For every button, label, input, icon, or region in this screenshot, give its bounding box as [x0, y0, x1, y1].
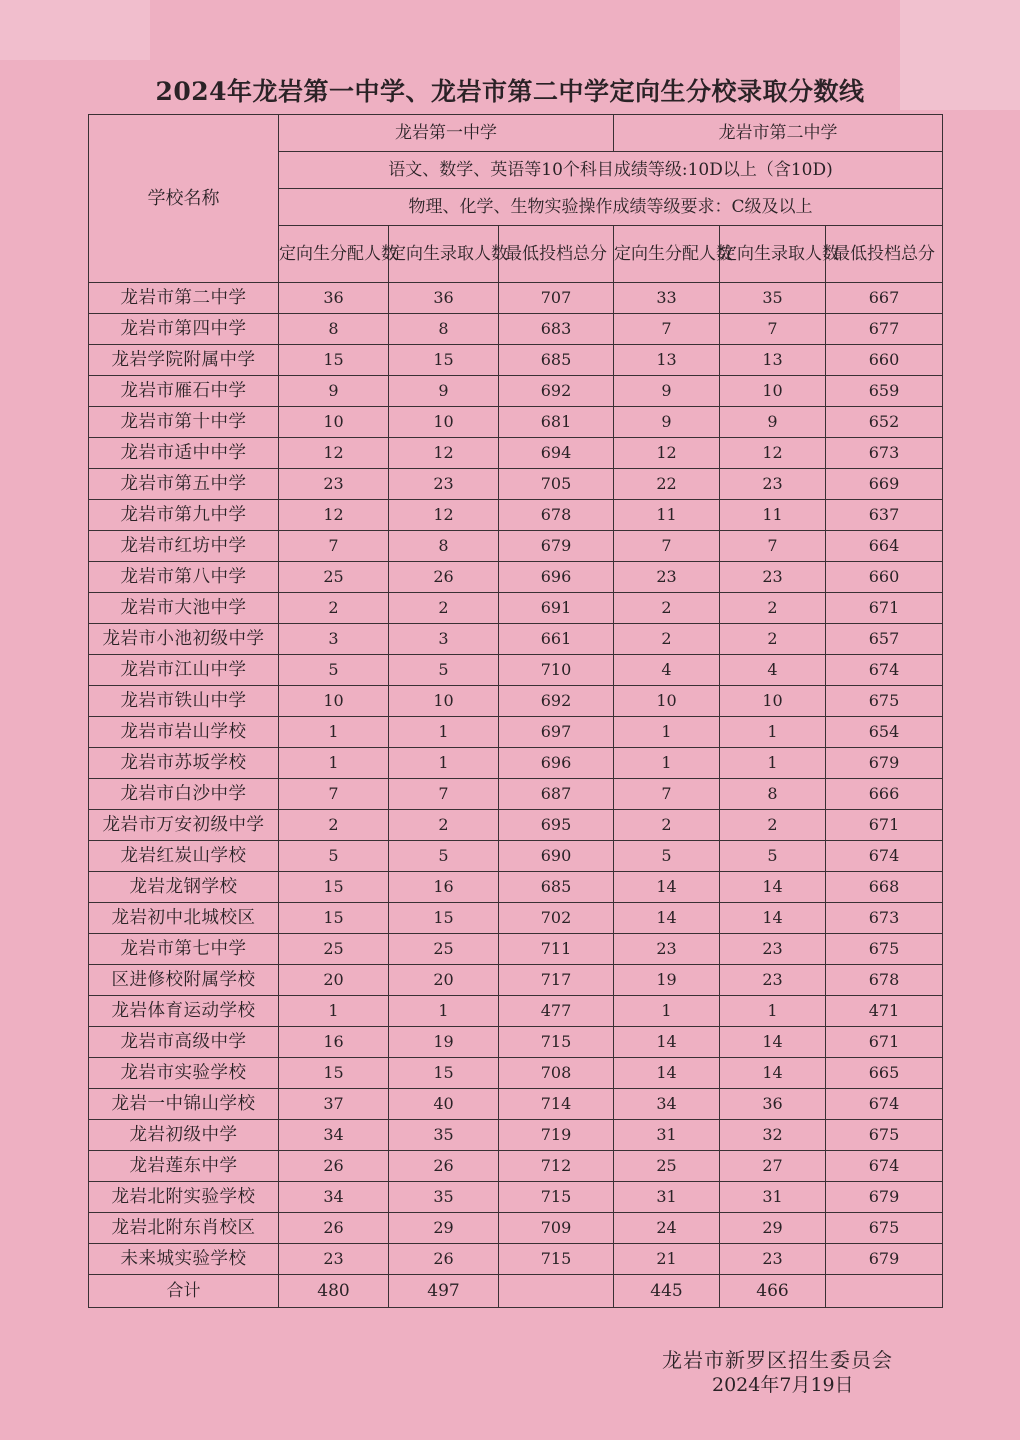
- b-assigned-cell: 33: [614, 283, 720, 314]
- issue-date: 2024年7月19日: [712, 1374, 854, 1396]
- b-assigned-cell: 7: [614, 531, 720, 562]
- b-assigned-cell: 1: [614, 717, 720, 748]
- a-min-score-cell: 690: [499, 841, 614, 872]
- a-assigned-cell: 12: [279, 438, 389, 469]
- a-min-score-cell: 705: [499, 469, 614, 500]
- a-assigned-cell: 25: [279, 934, 389, 965]
- table-row: [89, 841, 943, 872]
- school-name-cell: 龙岩市第十中学: [89, 407, 279, 438]
- b-min-score-cell: 674: [826, 841, 943, 872]
- a-assigned-cell: 7: [279, 779, 389, 810]
- school-name-cell: 龙岩市江山中学: [89, 655, 279, 686]
- b-min-score-cell: 674: [826, 1089, 943, 1120]
- total-a-admitted-cell: 497: [389, 1275, 499, 1308]
- b-admitted-cell: 23: [720, 1244, 826, 1275]
- b-assigned-cell: 1: [614, 996, 720, 1027]
- school-name-cell: 龙岩市大池中学: [89, 593, 279, 624]
- a-assigned-cell: 15: [279, 872, 389, 903]
- b-min-score-cell: 679: [826, 1182, 943, 1213]
- table-row: [89, 655, 943, 686]
- b-admitted-cell: 2: [720, 624, 826, 655]
- a-min-score-cell: 694: [499, 438, 614, 469]
- a-admitted-cell: 1: [389, 748, 499, 779]
- b-min-score-cell: 673: [826, 438, 943, 469]
- a-min-score-cell: 717: [499, 965, 614, 996]
- a-admitted-cell: 15: [389, 903, 499, 934]
- school-name-cell: 龙岩市第五中学: [89, 469, 279, 500]
- a-min-score-cell: 678: [499, 500, 614, 531]
- b-assigned-cell: 4: [614, 655, 720, 686]
- a-admitted-cell: 12: [389, 438, 499, 469]
- a-assigned-cell: 1: [279, 996, 389, 1027]
- b-admitted-cell: 36: [720, 1089, 826, 1120]
- col-header-min-score: 最低投档总分: [499, 226, 614, 283]
- a-min-score-cell: 710: [499, 655, 614, 686]
- a-admitted-cell: 19: [389, 1027, 499, 1058]
- a-min-score-cell: 683: [499, 314, 614, 345]
- a-admitted-cell: 40: [389, 1089, 499, 1120]
- b-assigned-cell: 34: [614, 1089, 720, 1120]
- b-assigned-cell: 25: [614, 1151, 720, 1182]
- table-row: [89, 593, 943, 624]
- b-admitted-cell: 23: [720, 965, 826, 996]
- a-admitted-cell: 15: [389, 1058, 499, 1089]
- b-assigned-cell: 21: [614, 1244, 720, 1275]
- col-header-assigned: 定向生分配人数: [279, 226, 389, 283]
- a-admitted-cell: 25: [389, 934, 499, 965]
- a-assigned-cell: 1: [279, 717, 389, 748]
- a-admitted-cell: 29: [389, 1213, 499, 1244]
- school-name-header: 学校名称: [89, 115, 279, 283]
- table-row: [89, 500, 943, 531]
- table-row: [89, 314, 943, 345]
- a-admitted-cell: 1: [389, 996, 499, 1027]
- b-assigned-cell: 31: [614, 1120, 720, 1151]
- a-assigned-cell: 15: [279, 1058, 389, 1089]
- b-admitted-cell: 11: [720, 500, 826, 531]
- b-min-score-cell: 667: [826, 283, 943, 314]
- b-admitted-cell: 32: [720, 1120, 826, 1151]
- b-min-score-cell: 660: [826, 562, 943, 593]
- a-assigned-cell: 3: [279, 624, 389, 655]
- b-assigned-cell: 13: [614, 345, 720, 376]
- b-min-score-cell: 471: [826, 996, 943, 1027]
- a-min-score-cell: 692: [499, 376, 614, 407]
- school-name-cell: 龙岩一中锦山学校: [89, 1089, 279, 1120]
- school-b-header: 龙岩市第二中学: [614, 115, 943, 152]
- school-name-cell: 龙岩市第八中学: [89, 562, 279, 593]
- b-min-score-cell: 665: [826, 1058, 943, 1089]
- school-name-cell: 龙岩市第九中学: [89, 500, 279, 531]
- a-admitted-cell: 20: [389, 965, 499, 996]
- table-row: [89, 717, 943, 748]
- table-row: [89, 686, 943, 717]
- b-admitted-cell: 35: [720, 283, 826, 314]
- b-assigned-cell: 11: [614, 500, 720, 531]
- a-min-score-cell: 719: [499, 1120, 614, 1151]
- requirement-lab: 物理、化学、生物实验操作成绩等级要求：C级及以上: [279, 189, 943, 226]
- school-name-cell: 龙岩市第四中学: [89, 314, 279, 345]
- b-min-score-cell: 674: [826, 655, 943, 686]
- a-admitted-cell: 7: [389, 779, 499, 810]
- school-name-cell: 龙岩市万安初级中学: [89, 810, 279, 841]
- b-admitted-cell: 29: [720, 1213, 826, 1244]
- issuing-committee: 龙岩市新罗区招生委员会: [662, 1348, 893, 1372]
- b-admitted-cell: 5: [720, 841, 826, 872]
- a-min-score-cell: 685: [499, 345, 614, 376]
- b-admitted-cell: 1: [720, 748, 826, 779]
- a-admitted-cell: 26: [389, 1151, 499, 1182]
- total-b-assigned-cell: 445: [614, 1275, 720, 1308]
- a-admitted-cell: 26: [389, 1244, 499, 1275]
- a-admitted-cell: 23: [389, 469, 499, 500]
- b-admitted-cell: 10: [720, 686, 826, 717]
- a-assigned-cell: 26: [279, 1213, 389, 1244]
- b-assigned-cell: 24: [614, 1213, 720, 1244]
- b-admitted-cell: 1: [720, 996, 826, 1027]
- school-name-cell: 龙岩市小池初级中学: [89, 624, 279, 655]
- a-min-score-cell: 715: [499, 1244, 614, 1275]
- table-row: [89, 1213, 943, 1244]
- b-min-score-cell: 637: [826, 500, 943, 531]
- b-min-score-cell: 673: [826, 903, 943, 934]
- a-assigned-cell: 34: [279, 1120, 389, 1151]
- a-assigned-cell: 7: [279, 531, 389, 562]
- a-assigned-cell: 10: [279, 686, 389, 717]
- a-min-score-cell: 714: [499, 1089, 614, 1120]
- a-admitted-cell: 8: [389, 314, 499, 345]
- total-row: [89, 1275, 943, 1308]
- b-admitted-cell: 14: [720, 1027, 826, 1058]
- school-name-cell: 龙岩红炭山学校: [89, 841, 279, 872]
- a-assigned-cell: 1: [279, 748, 389, 779]
- school-name-cell: 龙岩市实验学校: [89, 1058, 279, 1089]
- b-assigned-cell: 2: [614, 810, 720, 841]
- b-assigned-cell: 5: [614, 841, 720, 872]
- b-admitted-cell: 1: [720, 717, 826, 748]
- a-min-score-cell: 687: [499, 779, 614, 810]
- a-admitted-cell: 1: [389, 717, 499, 748]
- total-b-admitted-cell: 466: [720, 1275, 826, 1308]
- a-admitted-cell: 35: [389, 1120, 499, 1151]
- a-min-score-cell: 692: [499, 686, 614, 717]
- b-assigned-cell: 12: [614, 438, 720, 469]
- b-assigned-cell: 14: [614, 872, 720, 903]
- b-min-score-cell: 660: [826, 345, 943, 376]
- a-assigned-cell: 16: [279, 1027, 389, 1058]
- table-row: [89, 1089, 943, 1120]
- school-name-cell: 未来城实验学校: [89, 1244, 279, 1275]
- b-admitted-cell: 14: [720, 872, 826, 903]
- school-name-cell: 龙岩市雁石中学: [89, 376, 279, 407]
- a-assigned-cell: 36: [279, 283, 389, 314]
- b-assigned-cell: 9: [614, 376, 720, 407]
- b-admitted-cell: 12: [720, 438, 826, 469]
- table-row: [89, 996, 943, 1027]
- a-admitted-cell: 5: [389, 841, 499, 872]
- b-min-score-cell: 652: [826, 407, 943, 438]
- b-min-score-cell: 674: [826, 1151, 943, 1182]
- b-assigned-cell: 14: [614, 903, 720, 934]
- school-name-cell: 龙岩市高级中学: [89, 1027, 279, 1058]
- b-admitted-cell: 23: [720, 934, 826, 965]
- a-assigned-cell: 34: [279, 1182, 389, 1213]
- b-assigned-cell: 19: [614, 965, 720, 996]
- school-name-cell: 龙岩体育运动学校: [89, 996, 279, 1027]
- b-admitted-cell: 14: [720, 903, 826, 934]
- b-admitted-cell: 8: [720, 779, 826, 810]
- a-assigned-cell: 23: [279, 1244, 389, 1275]
- b-admitted-cell: 27: [720, 1151, 826, 1182]
- b-admitted-cell: 31: [720, 1182, 826, 1213]
- b-assigned-cell: 2: [614, 593, 720, 624]
- b-min-score-cell: 671: [826, 593, 943, 624]
- a-admitted-cell: 26: [389, 562, 499, 593]
- a-min-score-cell: 697: [499, 717, 614, 748]
- a-min-score-cell: 707: [499, 283, 614, 314]
- a-admitted-cell: 3: [389, 624, 499, 655]
- table-row: [89, 1182, 943, 1213]
- admission-table: [88, 114, 943, 1308]
- b-admitted-cell: 23: [720, 469, 826, 500]
- a-assigned-cell: 9: [279, 376, 389, 407]
- b-admitted-cell: 13: [720, 345, 826, 376]
- a-admitted-cell: 10: [389, 686, 499, 717]
- a-min-score-cell: 691: [499, 593, 614, 624]
- table-row: [89, 748, 943, 779]
- a-admitted-cell: 8: [389, 531, 499, 562]
- school-name-cell: 龙岩市第七中学: [89, 934, 279, 965]
- b-assigned-cell: 23: [614, 934, 720, 965]
- school-name-cell: 龙岩北附东肖校区: [89, 1213, 279, 1244]
- a-assigned-cell: 5: [279, 841, 389, 872]
- a-admitted-cell: 2: [389, 593, 499, 624]
- a-assigned-cell: 15: [279, 903, 389, 934]
- table-row: [89, 1120, 943, 1151]
- a-admitted-cell: 12: [389, 500, 499, 531]
- a-assigned-cell: 23: [279, 469, 389, 500]
- a-min-score-cell: 712: [499, 1151, 614, 1182]
- b-assigned-cell: 22: [614, 469, 720, 500]
- b-min-score-cell: 675: [826, 934, 943, 965]
- table-row: [89, 1027, 943, 1058]
- a-min-score-cell: 715: [499, 1182, 614, 1213]
- table-row: [89, 624, 943, 655]
- a-admitted-cell: 5: [389, 655, 499, 686]
- a-assigned-cell: 5: [279, 655, 389, 686]
- b-assigned-cell: 23: [614, 562, 720, 593]
- school-name-cell: 龙岩市适中中学: [89, 438, 279, 469]
- table-row: [89, 345, 943, 376]
- table-row: [89, 965, 943, 996]
- school-name-cell: 龙岩龙钢学校: [89, 872, 279, 903]
- school-name-cell: 龙岩市红坊中学: [89, 531, 279, 562]
- table-row: [89, 1058, 943, 1089]
- b-min-score-cell: 664: [826, 531, 943, 562]
- a-admitted-cell: 36: [389, 283, 499, 314]
- school-name-cell: 龙岩市苏坂学校: [89, 748, 279, 779]
- b-admitted-cell: 2: [720, 810, 826, 841]
- b-assigned-cell: 14: [614, 1058, 720, 1089]
- b-admitted-cell: 23: [720, 562, 826, 593]
- a-assigned-cell: 37: [279, 1089, 389, 1120]
- b-admitted-cell: 14: [720, 1058, 826, 1089]
- table-row: [89, 469, 943, 500]
- col-header-admitted: 定向生录取人数: [389, 226, 499, 283]
- a-min-score-cell: 708: [499, 1058, 614, 1089]
- b-min-score-cell: 657: [826, 624, 943, 655]
- tape-strip: [0, 0, 150, 60]
- a-assigned-cell: 26: [279, 1151, 389, 1182]
- b-assigned-cell: 2: [614, 624, 720, 655]
- b-min-score-cell: 675: [826, 1120, 943, 1151]
- b-admitted-cell: 7: [720, 314, 826, 345]
- a-assigned-cell: 25: [279, 562, 389, 593]
- table-row: [89, 810, 943, 841]
- school-name-cell: 龙岩市岩山学校: [89, 717, 279, 748]
- b-assigned-cell: 9: [614, 407, 720, 438]
- a-assigned-cell: 2: [279, 593, 389, 624]
- table-row: [89, 872, 943, 903]
- col-header-min-score: 最低投档总分: [826, 226, 943, 283]
- a-assigned-cell: 15: [279, 345, 389, 376]
- requirement-grade: 语文、数学、英语等10个科目成绩等级:10D以上（含10D): [279, 152, 943, 189]
- b-min-score-cell: 677: [826, 314, 943, 345]
- a-admitted-cell: 10: [389, 407, 499, 438]
- b-assigned-cell: 1: [614, 748, 720, 779]
- a-min-score-cell: 679: [499, 531, 614, 562]
- school-name-cell: 龙岩北附实验学校: [89, 1182, 279, 1213]
- a-admitted-cell: 16: [389, 872, 499, 903]
- b-min-score-cell: 678: [826, 965, 943, 996]
- b-admitted-cell: 7: [720, 531, 826, 562]
- a-assigned-cell: 8: [279, 314, 389, 345]
- total-b-min-score-cell: [826, 1275, 943, 1308]
- school-name-cell: 龙岩莲东中学: [89, 1151, 279, 1182]
- b-min-score-cell: 666: [826, 779, 943, 810]
- table-row: [89, 283, 943, 314]
- a-assigned-cell: 20: [279, 965, 389, 996]
- page-title: 2024年龙岩第一中学、龙岩市第二中学定向生分校录取分数线: [155, 77, 865, 106]
- b-assigned-cell: 7: [614, 779, 720, 810]
- table-row: [89, 407, 943, 438]
- a-min-score-cell: 681: [499, 407, 614, 438]
- a-assigned-cell: 2: [279, 810, 389, 841]
- school-name-cell: 龙岩市铁山中学: [89, 686, 279, 717]
- col-header-assigned: 定向生分配人数: [614, 226, 720, 283]
- table-row: [89, 779, 943, 810]
- b-min-score-cell: 675: [826, 1213, 943, 1244]
- a-assigned-cell: 10: [279, 407, 389, 438]
- b-admitted-cell: 2: [720, 593, 826, 624]
- b-min-score-cell: 671: [826, 1027, 943, 1058]
- a-assigned-cell: 12: [279, 500, 389, 531]
- a-admitted-cell: 2: [389, 810, 499, 841]
- total-label: 合计: [89, 1275, 279, 1308]
- b-min-score-cell: 659: [826, 376, 943, 407]
- table-row: [89, 1151, 943, 1182]
- a-admitted-cell: 9: [389, 376, 499, 407]
- b-min-score-cell: 675: [826, 686, 943, 717]
- b-admitted-cell: 4: [720, 655, 826, 686]
- a-admitted-cell: 35: [389, 1182, 499, 1213]
- a-min-score-cell: 696: [499, 748, 614, 779]
- col-header-admitted: 定向生录取人数: [720, 226, 826, 283]
- a-min-score-cell: 477: [499, 996, 614, 1027]
- b-min-score-cell: 669: [826, 469, 943, 500]
- a-admitted-cell: 15: [389, 345, 499, 376]
- table-row: [89, 376, 943, 407]
- b-admitted-cell: 9: [720, 407, 826, 438]
- a-min-score-cell: 709: [499, 1213, 614, 1244]
- table-row: [89, 934, 943, 965]
- b-min-score-cell: 679: [826, 1244, 943, 1275]
- a-min-score-cell: 695: [499, 810, 614, 841]
- school-a-header: 龙岩第一中学: [279, 115, 614, 152]
- b-assigned-cell: 14: [614, 1027, 720, 1058]
- table-row: [89, 1244, 943, 1275]
- a-min-score-cell: 696: [499, 562, 614, 593]
- b-assigned-cell: 31: [614, 1182, 720, 1213]
- a-min-score-cell: 711: [499, 934, 614, 965]
- school-name-cell: 区进修校附属学校: [89, 965, 279, 996]
- total-a-assigned-cell: 480: [279, 1275, 389, 1308]
- total-a-min-score-cell: [499, 1275, 614, 1308]
- school-name-cell: 龙岩市第二中学: [89, 283, 279, 314]
- b-min-score-cell: 679: [826, 748, 943, 779]
- school-name-cell: 龙岩初中北城校区: [89, 903, 279, 934]
- a-min-score-cell: 661: [499, 624, 614, 655]
- table-row: [89, 903, 943, 934]
- b-min-score-cell: 671: [826, 810, 943, 841]
- b-admitted-cell: 10: [720, 376, 826, 407]
- b-min-score-cell: 668: [826, 872, 943, 903]
- b-assigned-cell: 10: [614, 686, 720, 717]
- b-min-score-cell: 654: [826, 717, 943, 748]
- school-name-cell: 龙岩学院附属中学: [89, 345, 279, 376]
- a-min-score-cell: 715: [499, 1027, 614, 1058]
- a-min-score-cell: 685: [499, 872, 614, 903]
- table-row: [89, 438, 943, 469]
- table-row: [89, 562, 943, 593]
- school-name-cell: 龙岩市白沙中学: [89, 779, 279, 810]
- table-row: [89, 531, 943, 562]
- school-name-cell: 龙岩初级中学: [89, 1120, 279, 1151]
- a-min-score-cell: 702: [499, 903, 614, 934]
- b-assigned-cell: 7: [614, 314, 720, 345]
